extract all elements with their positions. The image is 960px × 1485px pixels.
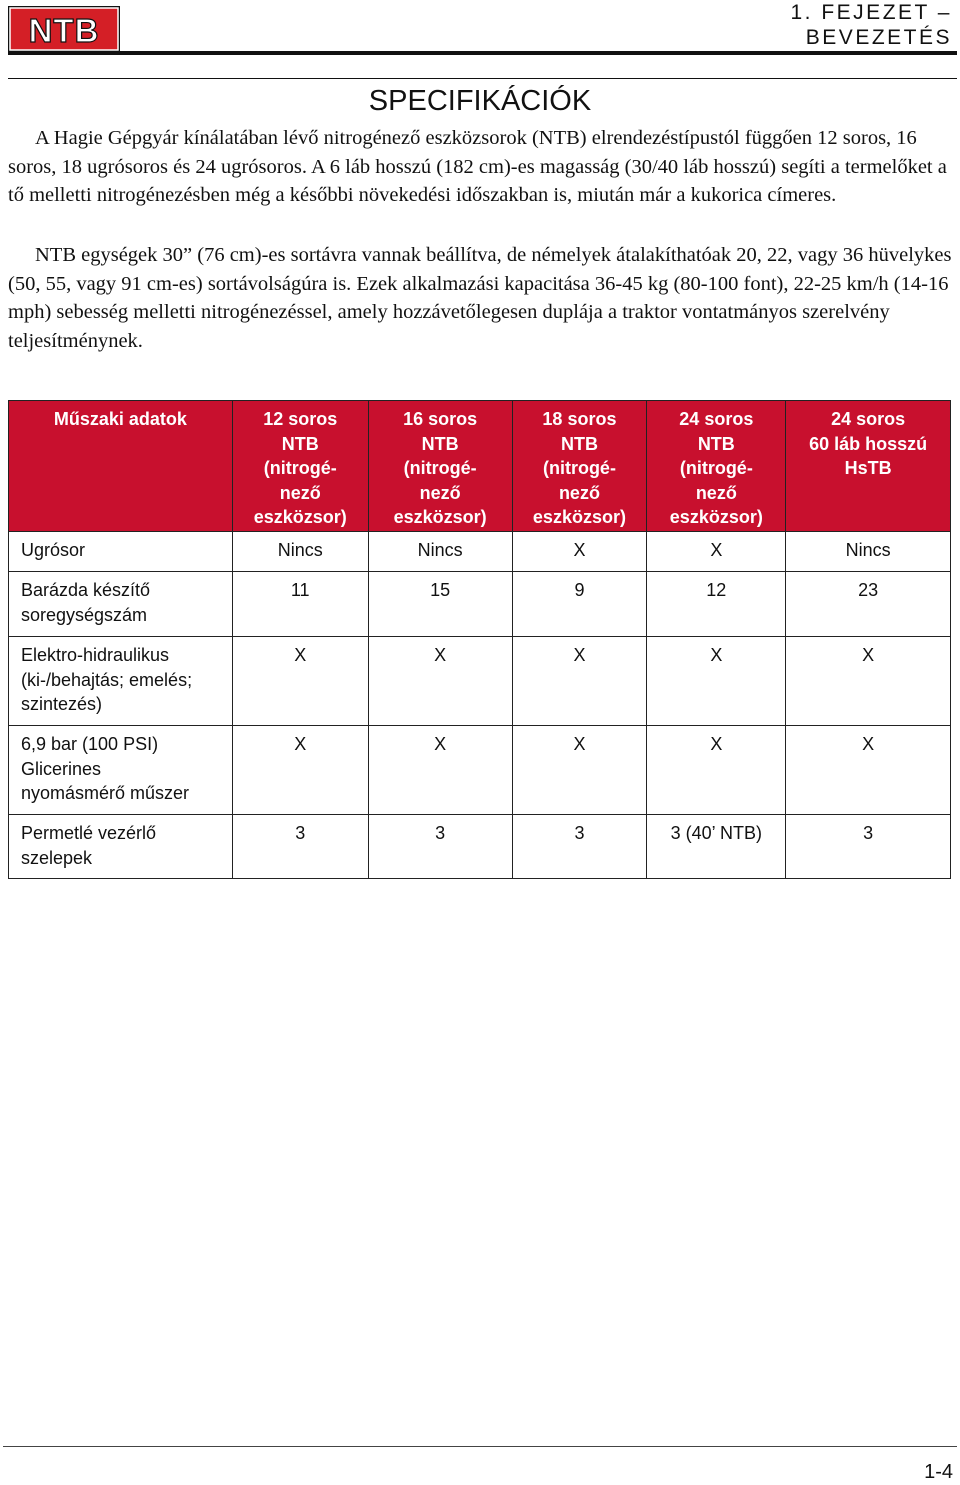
intro-paragraph <box>8 124 953 210</box>
table-header-row <box>9 401 951 532</box>
row-label: Elektro-hidraulikus (ki-/behajtás; emelés; szintezés) <box>9 637 233 726</box>
header-cell-24-row: 24 soros NTB (nitrogé- nező eszközsor) <box>647 401 786 532</box>
table-cell: X <box>786 726 951 815</box>
table-cell: 3 <box>786 815 951 879</box>
table-cell: X <box>512 532 647 572</box>
table-row <box>9 637 951 726</box>
table-cell: 3 <box>368 815 512 879</box>
table-cell: X <box>232 637 368 726</box>
table-cell: X <box>512 726 647 815</box>
table-cell: X <box>647 726 786 815</box>
spacing-paragraph <box>8 241 953 356</box>
table-cell: X <box>368 637 512 726</box>
header-cell-24-row-hstb: 24 soros 60 láb hosszú HsTB <box>786 401 951 532</box>
table-cell: 3 <box>232 815 368 879</box>
spacing-paragraph-text: NTB egységek 30” (76 cm)-es sortávra vannak beállítva, de némelyek átalakíthatóak 20, 22, vagy 36 hüvelykes (50, 55, vagy 91 cm-es) sortávolságúra is. Ezek alkalmazási kapacitása 36-45 kg (80-100 font), 22-25 km/h (14-16 mph) sebesség melletti nitrogénezéssel, amely hozzávetőlegesen duplája a traktor vontatmányos szerelvény teljesítménynek. <box>8 244 952 353</box>
table-cell: X <box>232 726 368 815</box>
table-cell: 23 <box>786 572 951 637</box>
header-rule-thin <box>8 78 957 79</box>
header-cell-12-row: 12 soros NTB (nitrogé- nező eszközsor) <box>232 401 368 532</box>
header-rule <box>8 51 957 55</box>
table-cell: Nincs <box>368 532 512 572</box>
spec-table <box>8 400 951 879</box>
footer-rule <box>3 1446 957 1447</box>
chapter-heading <box>791 0 953 50</box>
row-label: 6,9 bar (100 PSI) Glicerines nyomásmérő műszer <box>9 726 233 815</box>
row-label: Ugrósor <box>9 532 233 572</box>
table-row <box>9 726 951 815</box>
table-cell: X <box>512 637 647 726</box>
table-cell: Nincs <box>232 532 368 572</box>
table-cell: X <box>647 532 786 572</box>
page-number: 1-4 <box>924 1461 953 1483</box>
table-cell: X <box>786 637 951 726</box>
table-cell: 3 <box>512 815 647 879</box>
section-title: SPECIFIKÁCIÓK <box>368 85 592 117</box>
logo-text: NTB <box>28 12 100 49</box>
table-row <box>9 532 951 572</box>
table-cell: 9 <box>512 572 647 637</box>
table-cell: X <box>647 637 786 726</box>
table-row <box>9 572 951 637</box>
row-label: Barázda készítő soregységszám <box>9 572 233 637</box>
chapter-line-2: BEVEZETÉS <box>805 26 952 49</box>
table-cell: 12 <box>647 572 786 637</box>
header-cell-16-row: 16 soros NTB (nitrogé- nező eszközsor) <box>368 401 512 532</box>
table-cell: 11 <box>232 572 368 637</box>
table-cell: Nincs <box>786 532 951 572</box>
header-cell-specs: Műszaki adatok <box>9 401 233 532</box>
table-cell: 15 <box>368 572 512 637</box>
table-cell: 3 (40’ NTB) <box>647 815 786 879</box>
intro-paragraph-text: A Hagie Gépgyár kínálatában lévő nitrogénező eszközsorok (NTB) elrendezéstípustól függően 12 soros, 16 soros, 18 ugrósoros és 24 ugrósoros. A 6 láb hosszú (182 cm)-es magasság (30/40 láb hosszú) segíti a termelőket a tő melletti nitrogénezésben még a későbbi növekedési időszakban is, miután már a kukorica címeres. <box>8 127 947 207</box>
ntb-logo <box>8 6 120 52</box>
row-label: Permetlé vezérlő szelepek <box>9 815 233 879</box>
header-cell-18-row: 18 soros NTB (nitrogé- nező eszközsor) <box>512 401 647 532</box>
table-row <box>9 815 951 879</box>
table-cell: X <box>368 726 512 815</box>
chapter-line-1: 1. FEJEZET – <box>790 1 952 24</box>
